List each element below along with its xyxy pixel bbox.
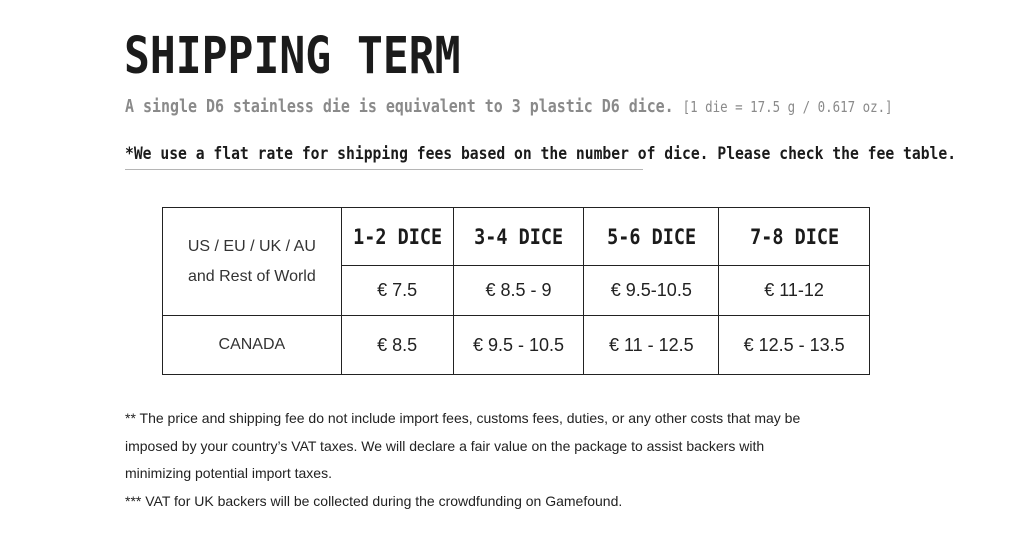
column-header-3-4-dice: 3-4 DICE [453, 208, 584, 266]
footnote-vat-uk: *** VAT for UK backers will be collected during the crowdfunding on Gamefound. [125, 492, 623, 509]
column-header-7-8-dice: 7-8 DICE [719, 208, 870, 266]
price-cell: € 11 - 12.5 [584, 316, 719, 375]
price-cell: € 11-12 [719, 266, 870, 316]
subtitle [125, 96, 893, 117]
price-cell: € 12.5 - 13.5 [719, 316, 870, 375]
divider-line [125, 169, 643, 170]
region-label-line2: and Rest of World [187, 267, 316, 285]
page-title: SHIPPING TERM [124, 27, 461, 86]
price-cell: € 8.5 [341, 316, 453, 375]
footnote-line: imposed by your country’s VAT taxes. We will declare a fair value on the package to assist backers with [125, 437, 765, 454]
table-row [163, 316, 870, 375]
footnote-line: minimizing potential import taxes. [125, 465, 332, 481]
flat-rate-note: *We use a flat rate for shipping fees based on the number of dice. Please check the fee table. [125, 144, 957, 163]
price-cell: € 9.5 - 10.5 [453, 316, 584, 375]
shipping-fee-table [162, 207, 870, 375]
region-cell-canada: CANADA [163, 316, 342, 375]
subtitle-main: A single D6 stainless die is equivalent to 3 plastic D6 dice. [125, 96, 674, 117]
table-header-row [163, 208, 870, 266]
column-header-1-2-dice: 1-2 DICE [341, 208, 453, 266]
subtitle-weight-note: [1 die = 17.5 g / 0.617 oz.] [682, 98, 893, 116]
footnote-line: ** The price and shipping fee do not include import fees, customs fees, duties, or any other costs that may be [125, 410, 801, 426]
price-cell: € 9.5-10.5 [584, 266, 719, 316]
price-cell: € 8.5 - 9 [453, 266, 584, 316]
region-cell-international [163, 208, 342, 316]
region-label-line1: US / EU / UK / AU [187, 237, 316, 255]
footnotes [125, 405, 915, 515]
column-header-5-6-dice: 5-6 DICE [584, 208, 719, 266]
price-cell: € 7.5 [341, 266, 453, 316]
